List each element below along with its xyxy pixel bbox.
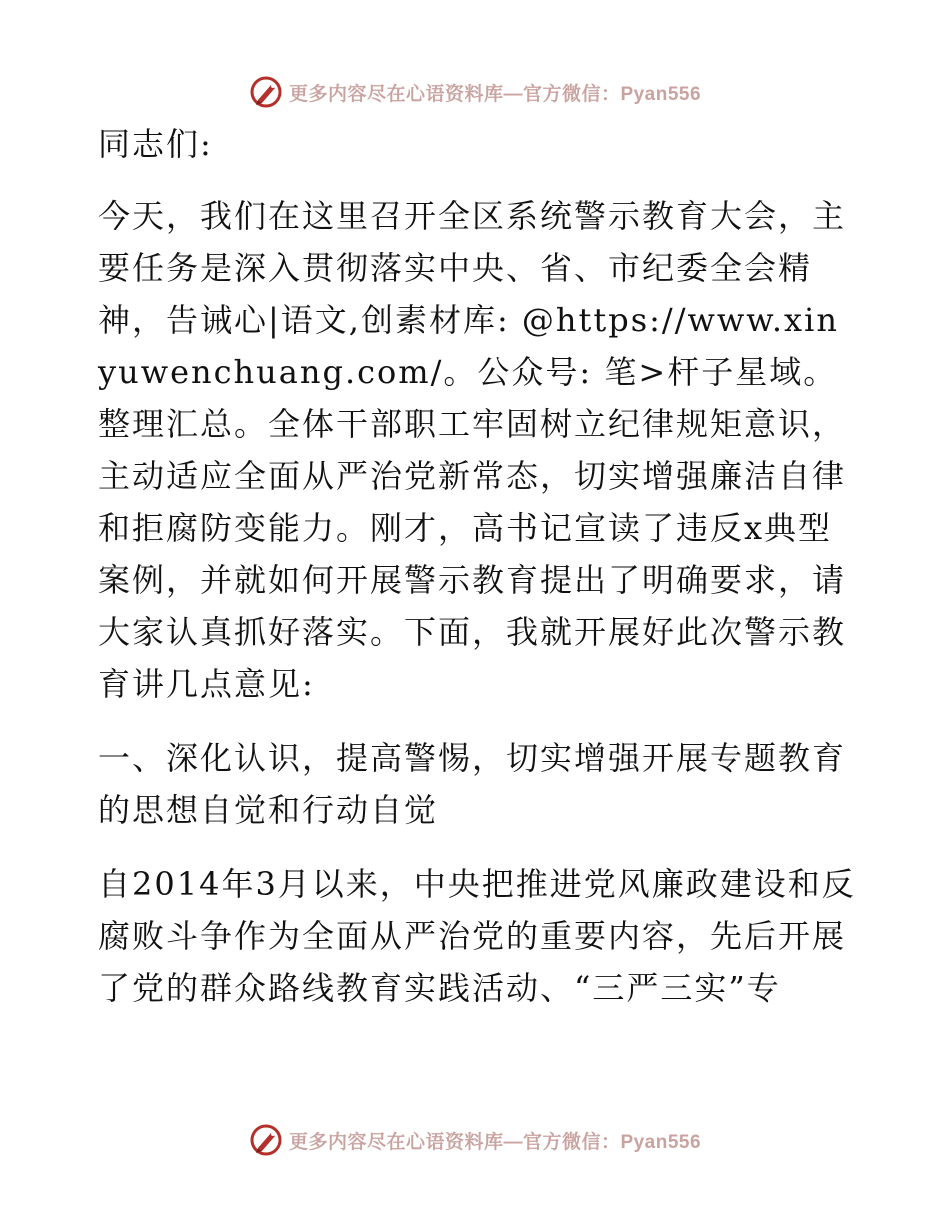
footer-banner-text: 更多内容尽在心语资料库—官方微信：Pyan556	[288, 1131, 702, 1153]
header-watermark-banner	[0, 70, 950, 114]
document-body	[98, 118, 858, 1036]
footer-watermark-banner	[0, 1118, 950, 1162]
pen-logo-icon	[249, 1123, 283, 1157]
greeting: 同志们:	[98, 125, 213, 163]
paragraph-intro: 今天，我们在这里召开全区系统警示教育大会，主要任务是深入贯彻落实中央、省、市纪委全会精神，告诫心|语文,创素材库: @https://www.xinyuwenchuang.com/。公众号: 笔>杆子星域。整理汇总。全体干部职工牢固树立纪律规矩意识，主动适应全面从严治党新常态，切实增强廉洁自律和拒腐防变能力。刚才，高书记宣读了违反x典型案例，并就如何开展警示教育提出了明确要求，请大家认真抓好落实。下面，我就开展好此次警示教育讲几点意见:	[98, 197, 847, 703]
header-banner-text: 更多内容尽在心语资料库—官方微信：Pyan556	[288, 83, 702, 105]
section-heading-1: 一、深化认识，提高警惕，切实增强开展专题教育的思想自觉和行动自觉	[98, 739, 847, 829]
paragraph-section-1: 自2014年3月以来，中央把推进党风廉政建设和反腐败斗争作为全面从严治党的重要内容，先后开展了党的群众路线教育实践活动、“三严三实”专	[98, 865, 856, 1007]
pen-logo-icon	[249, 75, 283, 109]
